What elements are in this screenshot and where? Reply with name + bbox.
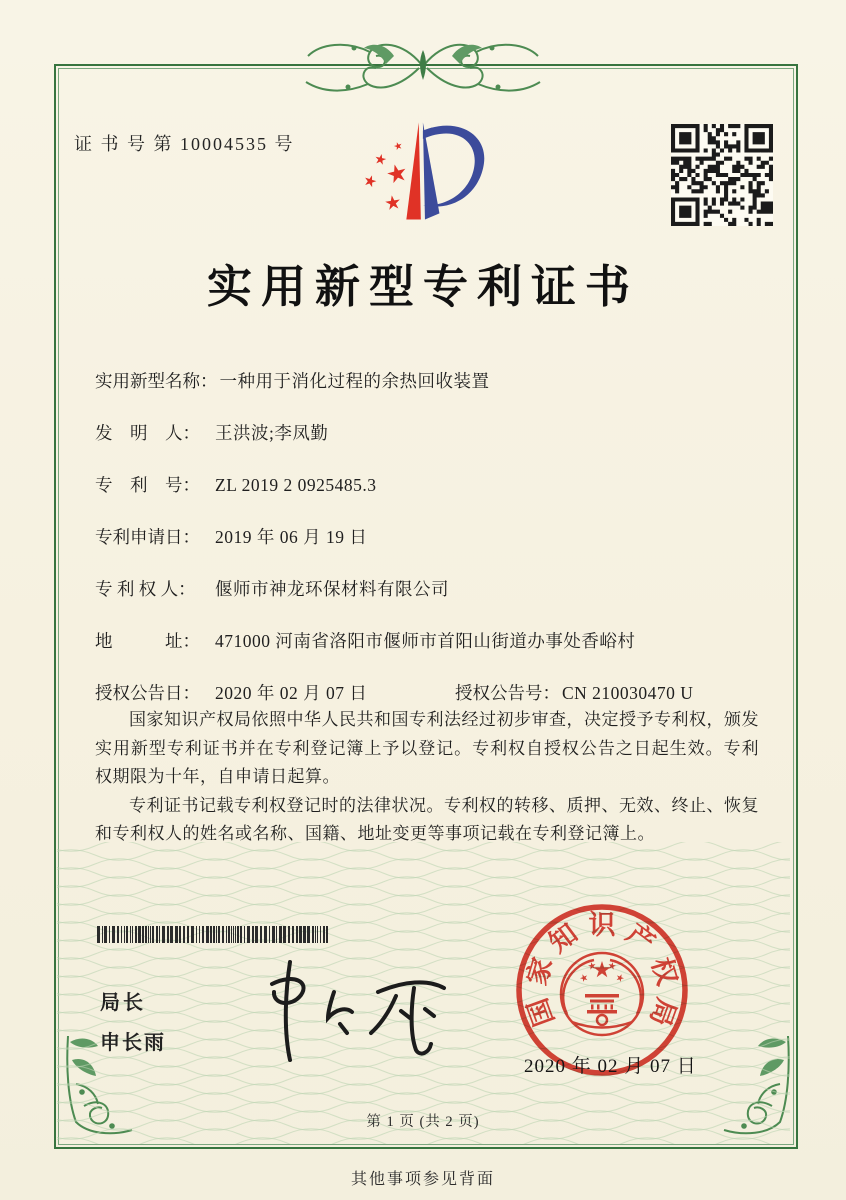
- svg-text:知: 知: [543, 917, 584, 959]
- director-title: 局长: [100, 992, 146, 1014]
- field-label: 专 利 权 人：: [95, 579, 196, 599]
- field-label: 专利申请日：: [95, 527, 200, 547]
- top-flourish-ornament: [288, 34, 558, 98]
- legal-paragraph-2: 专利证书记载专利权登记时的法律状况。专利权的转移、质押、无效、终止、恢复和专利权人的姓名或名称、国籍、地址变更等事项记载在专利登记簿上。: [95, 795, 759, 843]
- grant-date-label: 授权公告日：: [95, 683, 200, 703]
- grant-number-group: [455, 680, 693, 705]
- field-label: 发 明 人：: [95, 423, 200, 443]
- barcode: [97, 926, 331, 943]
- director-name: 申长雨: [100, 1032, 166, 1054]
- grant-number-label: 授权公告号：: [455, 683, 560, 703]
- field-value: 一种用于消化过程的余热回收装置: [219, 371, 490, 391]
- field-label: 实用新型名称：: [95, 371, 218, 391]
- field-filing-date: [95, 524, 775, 576]
- field-value: 471000 河南省洛阳市偃师市首阳山街道办事处香峪村: [215, 631, 636, 651]
- field-patentee: [95, 576, 775, 628]
- field-label: 专 利 号：: [95, 475, 200, 495]
- svg-text:识: 识: [588, 910, 616, 941]
- back-note: 其他事项参见背面: [350, 1171, 495, 1188]
- field-patent-number: [95, 472, 775, 524]
- svg-text:局: 局: [644, 994, 682, 1030]
- field-value: 2019 年 06 月 19 日: [215, 527, 368, 547]
- page-number: 第 1 页 (共 2 页): [366, 1114, 480, 1130]
- legal-paragraph-1: 国家知识产权局依照中华人民共和国专利法经过初步审查，决定授予专利权，颁发实用新型专利证书并在专利登记簿上予以登记。专利权自授权公告之日起生效。专利权期限为十年，自申请日起算。: [95, 710, 759, 786]
- svg-text:产: 产: [620, 917, 661, 959]
- svg-text:家: 家: [521, 954, 559, 989]
- field-label: 地 址：: [95, 631, 200, 651]
- field-rows: [95, 368, 775, 732]
- svg-text:权: 权: [645, 954, 683, 989]
- field-value: 王洪波;李凤勤: [215, 423, 329, 443]
- certificate-title: 实用新型专利证书: [206, 262, 639, 312]
- field-value: ZL 2019 2 0925485.3: [215, 475, 377, 495]
- qr-code: [671, 124, 773, 226]
- field-value: 偃师市神龙环保材料有限公司: [215, 579, 449, 599]
- seal-date: 2020 年 02 月 07 日: [524, 1056, 697, 1077]
- grant-number-value: CN 210030470 U: [562, 683, 694, 703]
- certificate-number: 证 书 号 第 10004535 号: [74, 134, 295, 154]
- legal-text: [95, 706, 759, 849]
- svg-text:国: 国: [522, 994, 560, 1030]
- field-utility-model-name: [95, 368, 775, 420]
- field-address: [95, 628, 775, 680]
- cnipa-patent-logo-icon: [356, 112, 496, 234]
- grant-date-value: 2020 年 02 月 07 日: [215, 683, 368, 703]
- field-inventor: [95, 420, 775, 472]
- director-signature-image: [228, 948, 463, 1066]
